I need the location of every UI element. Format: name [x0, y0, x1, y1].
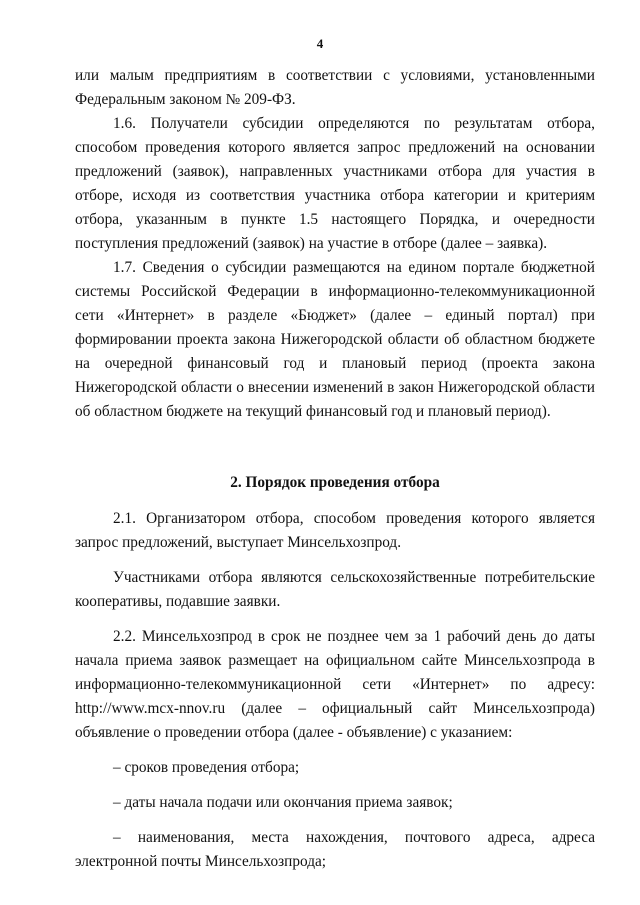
document-body — [75, 64, 595, 424]
section-heading-block — [75, 471, 595, 495]
paragraph-1-6: 1.6. Получатели субсидии определяются по результатам отбора, способом проведения которого является запрос предложений на основании предложений (заявок), направленных участниками отбора для участия в отборе, исходя из соответствия участника отбора категории и критериям отбора, указанным в пункте 1.5 настоящего Порядка, и очередности поступления предложений (заявок) на участие в отборе (далее – заявка). — [75, 115, 595, 252]
paragraph-continuation: или малым предприятиям в соответствии с условиями, установленными Федеральным законом № 209-ФЗ. — [75, 67, 595, 108]
paragraph-participants: Участниками отбора являются сельскохозяйственные потребительские кооперативы, подавшие заявки. — [75, 569, 595, 610]
list-item-terms: – сроков проведения отбора; — [113, 759, 300, 776]
page-number: 4 — [316, 36, 324, 51]
paragraph-2-1: 2.1. Организатором отбора, способом проведения которого является запрос предложений, выступает Минсельхозпрод. — [75, 510, 595, 551]
list-item-address: – наименования, места нахождения, почтового адреса, адреса электронной почты Минсельхозпрода; — [75, 829, 595, 870]
list-item-dates: – даты начала подачи или окончания приема заявок; — [113, 794, 453, 811]
paragraph-2-2: 2.2. Минсельхозпрод в срок не позднее чем за 1 рабочий день до даты начала приема заявок размещает на официальном сайте Минсельхозпрода в информационно-телекоммуникационной сети «Интернет» по адресу: http://www.mcx-nnov.ru (далее – официальный сайт Минсельхозпрода) объявление о проведении отбора (далее - объявление) с указанием: — [75, 628, 595, 741]
section-heading: 2. Порядок проведения отбора — [230, 474, 440, 491]
section-2-body — [75, 507, 595, 874]
paragraph-1-7: 1.7. Сведения о субсидии размещаются на едином портале бюджетной системы Российской Федерации в информационно-телекоммуникационной сети «Интернет» в разделе «Бюджет» (далее – единый портал) при формировании проекта закона Нижегородской области об областном бюджете на очередной финансовый год и плановый период (проекта закона Нижегородской области о внесении изменений в закон Нижегородской области об областном бюджете на текущий финансовый год и плановый период). — [75, 259, 595, 420]
